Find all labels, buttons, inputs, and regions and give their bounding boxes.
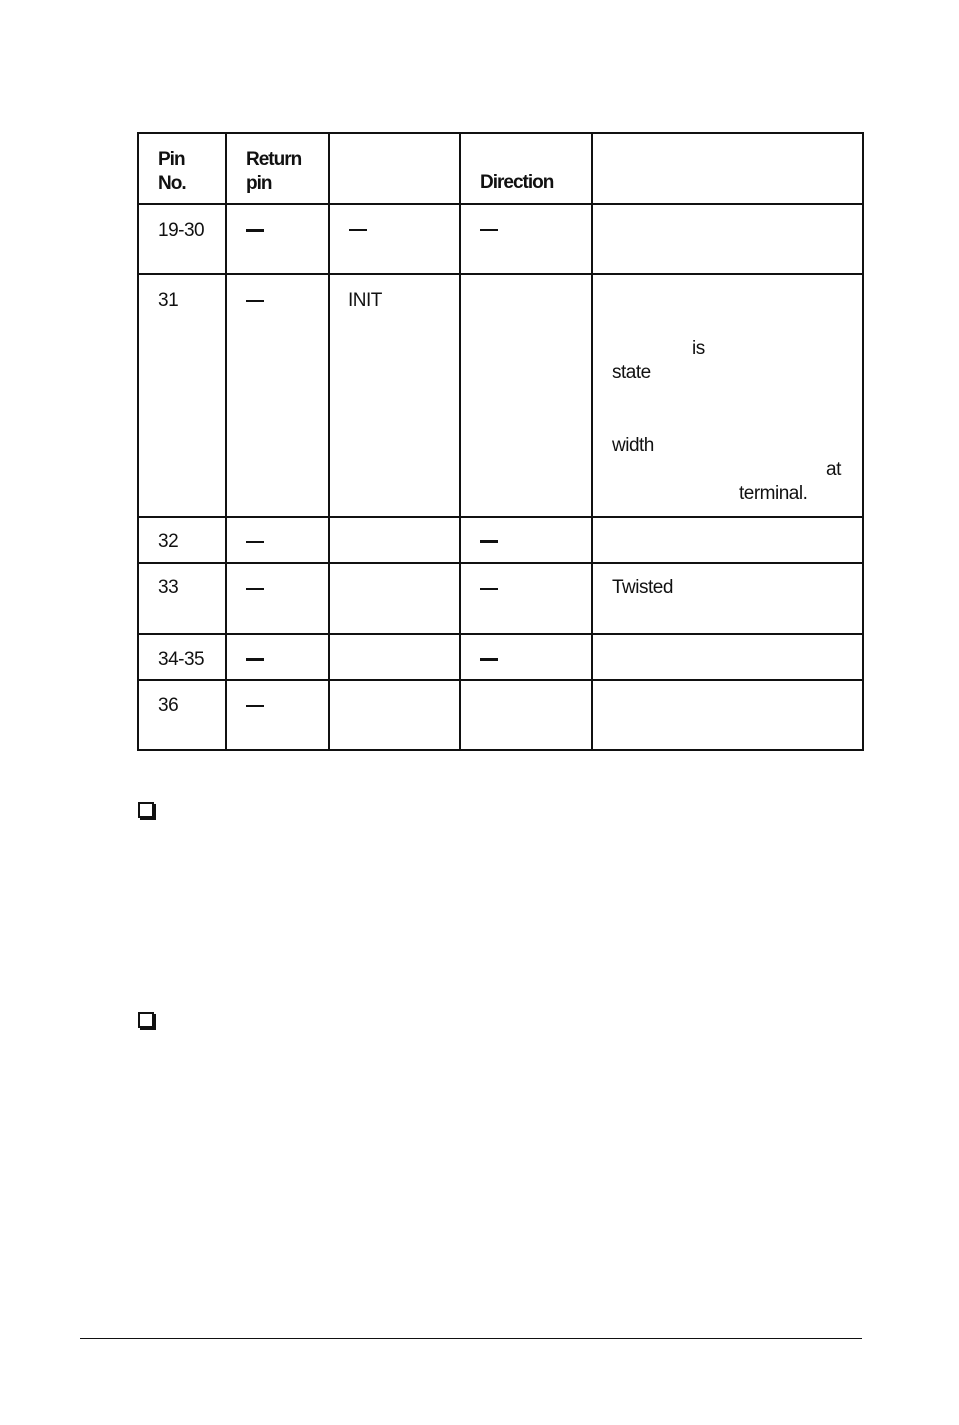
table-rule — [137, 562, 864, 564]
header-pin-no: No. — [158, 173, 186, 194]
table-rule — [137, 132, 139, 751]
pin-number: 19-30 — [158, 220, 205, 241]
bullet-checkbox-icon — [138, 1012, 154, 1028]
table-rule — [459, 132, 461, 751]
description-fragment: width — [612, 435, 654, 456]
table-rule — [137, 273, 864, 275]
dash-mark — [246, 541, 264, 543]
dash-mark — [246, 300, 264, 302]
pin-number: 34-35 — [158, 649, 205, 670]
header-pin-no: Pin — [158, 149, 185, 170]
header-return-pin: Return — [246, 149, 302, 170]
dash-mark — [349, 229, 367, 231]
description-fragment: at — [826, 459, 841, 480]
pin-number: 31 — [158, 290, 179, 311]
pin-number: 32 — [158, 531, 179, 552]
footer-rule — [80, 1338, 862, 1339]
description-fragment: is — [692, 338, 705, 359]
bullet-checkbox-icon — [138, 802, 154, 818]
description-fragment: state — [612, 362, 651, 383]
dash-mark — [246, 588, 264, 590]
dash-mark — [246, 658, 264, 661]
dash-mark — [480, 658, 498, 661]
header-direction: Direction — [480, 172, 554, 193]
header-return-pin: pin — [246, 173, 272, 194]
dash-mark — [480, 229, 498, 231]
pin-number: 36 — [158, 695, 179, 716]
dash-mark — [246, 705, 264, 707]
dash-mark — [480, 588, 498, 590]
table-rule — [137, 203, 864, 205]
table-rule — [328, 132, 330, 751]
table-rule — [137, 132, 864, 134]
table-rule — [137, 516, 864, 518]
description-text: Twisted — [612, 577, 673, 598]
table-rule — [137, 749, 864, 751]
table-rule — [137, 633, 864, 635]
table-rule — [591, 132, 593, 751]
table-rule — [862, 132, 864, 751]
dash-mark — [480, 540, 498, 543]
table-rule — [225, 132, 227, 751]
description-fragment: terminal. — [739, 483, 808, 504]
signal-name: INIT — [348, 290, 382, 311]
dash-mark — [246, 229, 264, 232]
table-rule — [137, 679, 864, 681]
pin-number: 33 — [158, 577, 179, 598]
